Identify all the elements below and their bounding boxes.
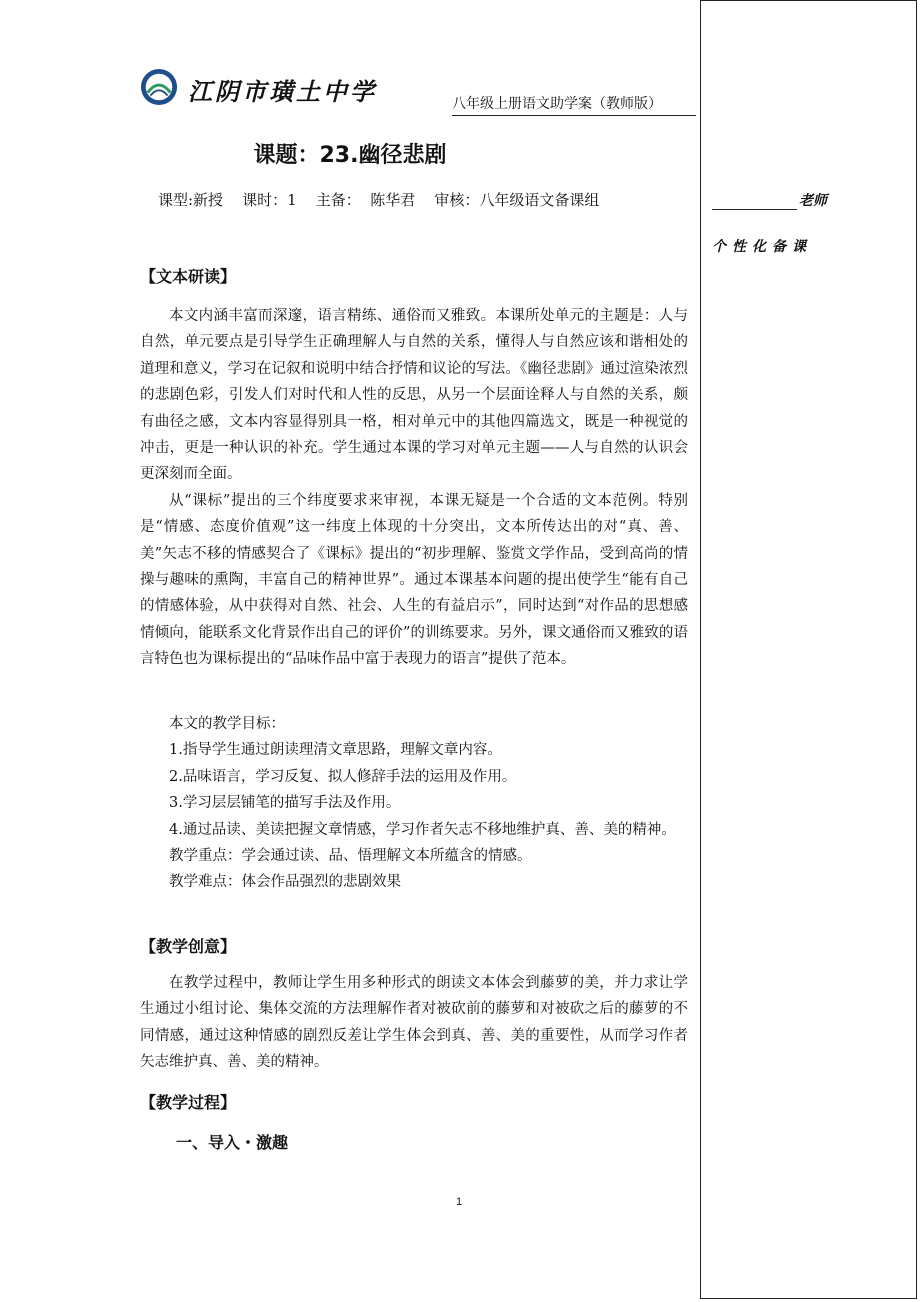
teaching-goals — [140, 711, 688, 896]
goals-item: 1.指导学生通过朗读理清文章思路，理解文章内容。 — [169, 742, 502, 759]
section-heading-creative: 【教学创意】 — [140, 937, 237, 956]
teacher-name-field: 老师 — [712, 190, 827, 210]
section-heading-process: 【教学过程】 — [140, 1093, 237, 1112]
goals-item: 4.通过品读、美读把握文章情感，学习作者矢志不移地维护真、善、美的精神。 — [169, 821, 676, 838]
text-study-body — [140, 303, 688, 673]
school-name: 江阴市璜土中学 — [188, 78, 377, 106]
page-number: 1 — [456, 1196, 463, 1208]
text-study-paragraph: 本文内涵丰富而深邃，语言精练、通俗而又雅致。本课所处单元的主题是：人与自然，单元要点是引导学生正确理解人与自然的关系，懂得人与自然应该和谐相处的道理和意义，学习在记叙和说明中结合抒情和议论的写法。《幽径悲剧》通过渲染浓烈的悲剧色彩，引发人们对时代和人性的反思，从另一个层面诠释人与自然的关系，颇有曲径之感，文本内容显得别具一格，相对单元中的其他四篇选文，既是一种视觉的冲击，更是一种认识的补充。学生通过本课的学习对单元主题——人与自然的认识会更深刻而全面。 — [140, 308, 688, 483]
lesson-meta: 课型:新授 课时：1 主备： 陈华君 审核：八年级语文备课组 — [158, 191, 600, 209]
goals-item: 3.学习层层铺笔的描写手法及作用。 — [169, 795, 401, 812]
goals-item: 教学难点：体会作品强烈的悲剧效果 — [169, 874, 401, 891]
goals-item: 2.品味语言，学习反复、拟人修辞手法的运用及作用。 — [169, 768, 517, 785]
process-step-1: 一、导入・激趣 — [176, 1133, 289, 1152]
goals-item: 本文的教学目标： — [169, 716, 285, 732]
goals-item: 教学重点：学会通过读、品、悟理解文本所蕴含的情感。 — [169, 848, 532, 865]
school-logo-icon — [140, 68, 178, 106]
personal-prep-label: 个性化备课 — [712, 239, 812, 255]
course-label: 八年级上册语文助学案（教师版） — [452, 93, 696, 116]
creative-body — [140, 970, 688, 1076]
section-heading-text-study: 【文本研读】 — [140, 267, 237, 286]
lesson-title: 课题：23.幽径悲剧 — [253, 143, 447, 168]
creative-paragraph: 在教学过程中，教师让学生用多种形式的朗读文本体会到藤萝的美，并力求让学生通过小组讨论、集体交流的方法理解作者对被砍前的藤萝和对被砍之后的藤萝的不同情感，通过这种情感的剧烈反差让学生体会到真、善、美的重要性，从而学习作者矢志维护真、善、美的精神。 — [140, 975, 688, 1071]
text-study-paragraph: 从“课标”提出的三个纬度要求来审视，本课无疑是一个合适的文本范例。特别是“情感、态度价值观”这一纬度上体现的十分突出，文本所传达出的对“真、善、美”矢志不移的情感契合了《课标》提出的“初步理解、鉴赏文学作品，受到高尚的情操与趣味的熏陶，丰富自己的精神世界”。通过本课基本问题的提出使学生“能有自己的情感体验，从中获得对自然、社会、人生的有益启示”，同时达到“对作品的思想感情倾向，能联系文化背景作出自己的评价”的训练要求。另外，课文通俗而又雅致的语言特色也为课标提出的“品味作品中富于表现力的语言”提供了范本。 — [140, 492, 688, 668]
